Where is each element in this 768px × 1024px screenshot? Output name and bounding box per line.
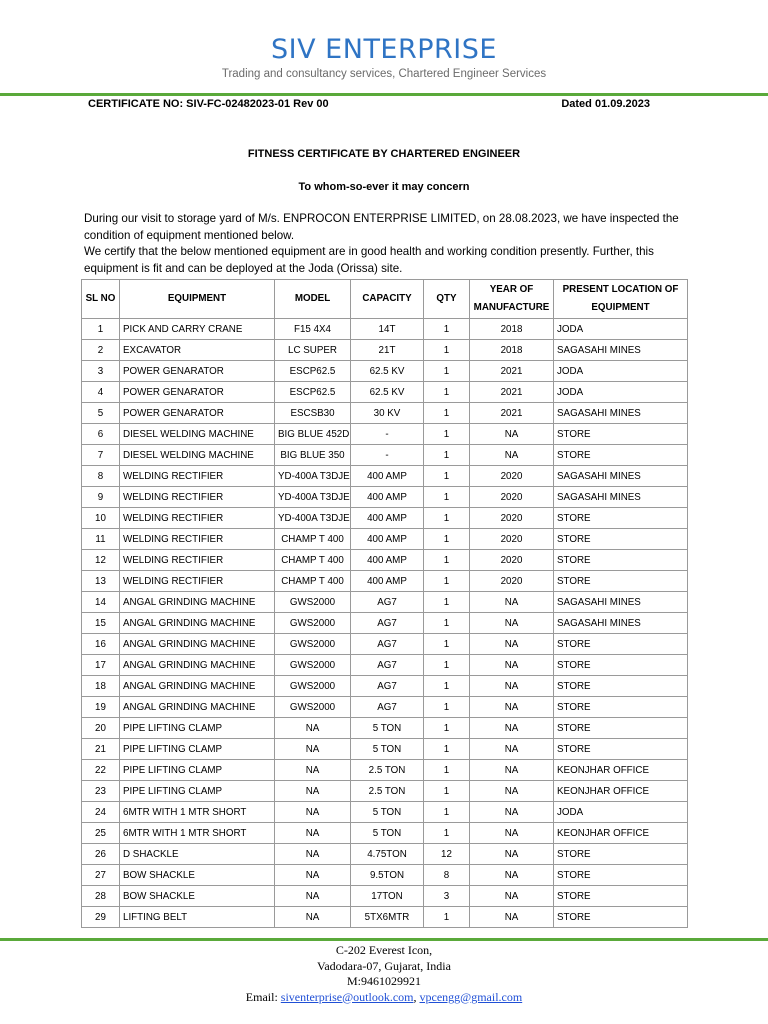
cell-equipment: BOW SHACKLE [120, 886, 275, 907]
cell-sl-no: 24 [82, 802, 120, 823]
cell-capacity: AG7 [351, 613, 424, 634]
cell-qty: 1 [424, 550, 470, 571]
cell-year: NA [470, 844, 554, 865]
company-tagline: Trading and consultancy services, Chartered Engineer Services [221, 68, 547, 80]
cell-year: 2018 [470, 340, 554, 361]
column-header-model: MODEL [275, 280, 351, 319]
table-row [82, 676, 688, 697]
table-row [82, 613, 688, 634]
cell-capacity: 5 TON [351, 739, 424, 760]
cell-equipment: DIESEL WELDING MACHINE [120, 445, 275, 466]
cell-equipment: PIPE LIFTING CLAMP [120, 739, 275, 760]
cell-location: STORE [554, 697, 688, 718]
cell-model: NA [275, 865, 351, 886]
cell-sl-no: 18 [82, 676, 120, 697]
cell-year: 2021 [470, 382, 554, 403]
cell-year: 2020 [470, 550, 554, 571]
cell-year: 2018 [470, 319, 554, 340]
cell-location: STORE [554, 865, 688, 886]
cell-qty: 1 [424, 319, 470, 340]
column-header-sl-no: SL NO [82, 280, 120, 319]
cell-location: STORE [554, 571, 688, 592]
cell-equipment: 6MTR WITH 1 MTR SHORT [120, 802, 275, 823]
cell-year: NA [470, 739, 554, 760]
cell-capacity: 62.5 KV [351, 382, 424, 403]
cell-qty: 1 [424, 781, 470, 802]
cell-equipment: D SHACKLE [120, 844, 275, 865]
cell-year: NA [470, 634, 554, 655]
cell-capacity: 5 TON [351, 823, 424, 844]
cell-model: CHAMP T 400 [275, 529, 351, 550]
cell-model: NA [275, 802, 351, 823]
address-line-1: C-202 Everest Icon, [335, 943, 433, 957]
document-title: FITNESS CERTIFICATE BY CHARTERED ENGINEER [247, 148, 521, 160]
cell-year: NA [470, 592, 554, 613]
cell-sl-no: 12 [82, 550, 120, 571]
cell-qty: 1 [424, 466, 470, 487]
cell-capacity: 400 AMP [351, 487, 424, 508]
column-header-location: PRESENT LOCATION OF EQUIPMENT [554, 280, 688, 319]
cell-location: SAGASAHI MINES [554, 466, 688, 487]
cell-equipment: WELDING RECTIFIER [120, 508, 275, 529]
cell-capacity: AG7 [351, 655, 424, 676]
cell-sl-no: 4 [82, 382, 120, 403]
company-brand: SIV ENTERPRISE [271, 34, 497, 65]
cell-location: STORE [554, 676, 688, 697]
cell-model: GWS2000 [275, 634, 351, 655]
cell-sl-no: 9 [82, 487, 120, 508]
cell-equipment: PIPE LIFTING CLAMP [120, 718, 275, 739]
cell-location: STORE [554, 739, 688, 760]
cell-equipment: PICK AND CARRY CRANE [120, 319, 275, 340]
cell-year: NA [470, 802, 554, 823]
cell-model: F15 4X4 [275, 319, 351, 340]
cell-year: NA [470, 823, 554, 844]
cell-equipment: WELDING RECTIFIER [120, 571, 275, 592]
cell-sl-no: 27 [82, 865, 120, 886]
cell-equipment: ANGAL GRINDING MACHINE [120, 634, 275, 655]
cell-sl-no: 23 [82, 781, 120, 802]
table-row [82, 445, 688, 466]
cell-year: 2021 [470, 361, 554, 382]
cell-equipment: LIFTING BELT [120, 907, 275, 928]
cell-sl-no: 25 [82, 823, 120, 844]
table-row [82, 697, 688, 718]
cell-sl-no: 28 [82, 886, 120, 907]
cell-capacity: 5 TON [351, 718, 424, 739]
cell-location: JODA [554, 319, 688, 340]
cell-location: SAGASAHI MINES [554, 613, 688, 634]
table-row [82, 760, 688, 781]
cell-location: STORE [554, 844, 688, 865]
cell-capacity: 400 AMP [351, 508, 424, 529]
cell-capacity: AG7 [351, 592, 424, 613]
cell-year: NA [470, 424, 554, 445]
cell-year: 2021 [470, 403, 554, 424]
cell-equipment: ANGAL GRINDING MACHINE [120, 613, 275, 634]
table-row [82, 529, 688, 550]
cell-sl-no: 7 [82, 445, 120, 466]
cell-capacity: 62.5 KV [351, 361, 424, 382]
cell-sl-no: 1 [82, 319, 120, 340]
cell-sl-no: 13 [82, 571, 120, 592]
cell-capacity: AG7 [351, 697, 424, 718]
cell-equipment: PIPE LIFTING CLAMP [120, 760, 275, 781]
cell-equipment: WELDING RECTIFIER [120, 529, 275, 550]
cell-equipment: WELDING RECTIFIER [120, 466, 275, 487]
cell-model: YD-400A T3DJE [275, 487, 351, 508]
cell-year: NA [470, 907, 554, 928]
cell-year: NA [470, 886, 554, 907]
table-row [82, 886, 688, 907]
cell-year: NA [470, 760, 554, 781]
footer [0, 943, 768, 1005]
cell-capacity: AG7 [351, 634, 424, 655]
document-subtitle: To whom-so-ever it may concern [298, 181, 470, 193]
cell-location: STORE [554, 718, 688, 739]
cell-qty: 3 [424, 886, 470, 907]
cell-sl-no: 16 [82, 634, 120, 655]
cell-location: STORE [554, 508, 688, 529]
certificate-date: Dated 01.09.2023 [561, 98, 650, 110]
table-row [82, 487, 688, 508]
cell-qty: 1 [424, 424, 470, 445]
cell-capacity: AG7 [351, 676, 424, 697]
cell-location: STORE [554, 550, 688, 571]
cell-equipment: ANGAL GRINDING MACHINE [120, 592, 275, 613]
cell-qty: 1 [424, 361, 470, 382]
cell-qty: 1 [424, 718, 470, 739]
cell-capacity: 9.5TON [351, 865, 424, 886]
cell-location: STORE [554, 634, 688, 655]
cell-equipment: BOW SHACKLE [120, 865, 275, 886]
cell-location: STORE [554, 529, 688, 550]
table-row [82, 424, 688, 445]
cell-equipment: DIESEL WELDING MACHINE [120, 424, 275, 445]
cell-year: 2020 [470, 529, 554, 550]
cell-equipment: POWER GENARATOR [120, 403, 275, 424]
cell-model: ESCP62.5 [275, 361, 351, 382]
table-row [82, 361, 688, 382]
cell-sl-no: 3 [82, 361, 120, 382]
cell-qty: 8 [424, 865, 470, 886]
cell-capacity: 2.5 TON [351, 760, 424, 781]
cell-qty: 1 [424, 382, 470, 403]
cell-location: STORE [554, 886, 688, 907]
cell-sl-no: 20 [82, 718, 120, 739]
table-row [82, 550, 688, 571]
cell-location: JODA [554, 802, 688, 823]
cell-qty: 1 [424, 697, 470, 718]
column-header-equipment: EQUIPMENT [120, 280, 275, 319]
cell-equipment: WELDING RECTIFIER [120, 550, 275, 571]
cell-location: JODA [554, 382, 688, 403]
cell-location: KEONJHAR OFFICE [554, 760, 688, 781]
column-header-qty: QTY [424, 280, 470, 319]
cell-equipment: WELDING RECTIFIER [120, 487, 275, 508]
cell-model: YD-400A T3DJE [275, 508, 351, 529]
cell-capacity: 5 TON [351, 802, 424, 823]
cell-model: BIG BLUE 452D [275, 424, 351, 445]
table-row [82, 907, 688, 928]
cell-sl-no: 22 [82, 760, 120, 781]
table-row [82, 781, 688, 802]
cell-capacity: - [351, 445, 424, 466]
cell-qty: 1 [424, 592, 470, 613]
cell-location: SAGASAHI MINES [554, 403, 688, 424]
cell-capacity: - [351, 424, 424, 445]
cell-qty: 1 [424, 676, 470, 697]
cell-capacity: 2.5 TON [351, 781, 424, 802]
certificate-header-line [88, 98, 650, 110]
cell-sl-no: 14 [82, 592, 120, 613]
cell-capacity: 4.75TON [351, 844, 424, 865]
table-header-row [82, 280, 688, 319]
cell-equipment: ANGAL GRINDING MACHINE [120, 655, 275, 676]
cell-sl-no: 11 [82, 529, 120, 550]
cell-sl-no: 2 [82, 340, 120, 361]
cell-qty: 1 [424, 340, 470, 361]
cell-capacity: 5TX6MTR [351, 907, 424, 928]
cell-sl-no: 10 [82, 508, 120, 529]
table-body [82, 319, 688, 928]
cell-model: NA [275, 739, 351, 760]
cell-year: NA [470, 613, 554, 634]
table-row [82, 655, 688, 676]
cell-model: NA [275, 907, 351, 928]
cell-qty: 1 [424, 508, 470, 529]
cell-qty: 1 [424, 403, 470, 424]
table-row [82, 571, 688, 592]
cell-equipment: POWER GENARATOR [120, 361, 275, 382]
cell-model: NA [275, 886, 351, 907]
cell-year: 2020 [470, 487, 554, 508]
cell-qty: 12 [424, 844, 470, 865]
cell-model: NA [275, 760, 351, 781]
email-line [0, 990, 768, 1006]
column-header-year: YEAR OF MANUFACTURE [470, 280, 554, 319]
header-divider [0, 93, 768, 96]
certification-paragraph: We certify that the below mentioned equipment are in good health and working condition presently. Further, this equipment is fit and can be deployed at the Joda (Orissa) site. [84, 245, 654, 275]
cell-equipment: PIPE LIFTING CLAMP [120, 781, 275, 802]
cell-sl-no: 21 [82, 739, 120, 760]
table-row [82, 466, 688, 487]
cell-location: KEONJHAR OFFICE [554, 781, 688, 802]
cell-year: NA [470, 697, 554, 718]
email-separator: , [413, 989, 420, 1004]
cell-year: NA [470, 676, 554, 697]
cell-year: 2020 [470, 466, 554, 487]
cell-capacity: 400 AMP [351, 466, 424, 487]
cell-qty: 1 [424, 634, 470, 655]
cell-location: SAGASAHI MINES [554, 592, 688, 613]
table-row [82, 403, 688, 424]
table-row [82, 823, 688, 844]
cell-qty: 1 [424, 445, 470, 466]
cell-qty: 1 [424, 529, 470, 550]
table-row [82, 508, 688, 529]
inspection-paragraph: During our visit to storage yard of M/s. ENPROCON ENTERPRISE LIMITED, on 28.08.2023, we have inspected the condition of equipment mentioned below. [84, 212, 679, 242]
cell-equipment: ANGAL GRINDING MACHINE [120, 697, 275, 718]
cell-location: STORE [554, 655, 688, 676]
cell-model: GWS2000 [275, 592, 351, 613]
table-row [82, 718, 688, 739]
cell-model: GWS2000 [275, 613, 351, 634]
cell-sl-no: 29 [82, 907, 120, 928]
cell-sl-no: 5 [82, 403, 120, 424]
cell-equipment: ANGAL GRINDING MACHINE [120, 676, 275, 697]
cell-location: JODA [554, 361, 688, 382]
table-row [82, 634, 688, 655]
certificate-number: CERTIFICATE NO: SIV-FC-02482023-01 Rev 00 [88, 98, 329, 110]
cell-capacity: 400 AMP [351, 529, 424, 550]
column-header-capacity: CAPACITY [351, 280, 424, 319]
cell-sl-no: 15 [82, 613, 120, 634]
cell-model: NA [275, 823, 351, 844]
cell-location: STORE [554, 907, 688, 928]
cell-location: SAGASAHI MINES [554, 487, 688, 508]
cell-location: SAGASAHI MINES [554, 340, 688, 361]
table-row [82, 802, 688, 823]
cell-model: GWS2000 [275, 697, 351, 718]
cell-model: BIG BLUE 350 [275, 445, 351, 466]
cell-qty: 1 [424, 802, 470, 823]
table-row [82, 844, 688, 865]
cell-qty: 1 [424, 613, 470, 634]
mobile-number: M:9461029921 [346, 974, 421, 988]
cell-capacity: 400 AMP [351, 550, 424, 571]
cell-location: KEONJHAR OFFICE [554, 823, 688, 844]
cell-qty: 1 [424, 760, 470, 781]
cell-sl-no: 6 [82, 424, 120, 445]
cell-model: NA [275, 781, 351, 802]
cell-model: YD-400A T3DJE [275, 466, 351, 487]
cell-year: NA [470, 445, 554, 466]
cell-sl-no: 19 [82, 697, 120, 718]
cell-model: ESCP62.5 [275, 382, 351, 403]
cell-equipment: POWER GENARATOR [120, 382, 275, 403]
cell-qty: 1 [424, 907, 470, 928]
cell-model: GWS2000 [275, 655, 351, 676]
footer-divider [0, 938, 768, 941]
cell-model: GWS2000 [275, 676, 351, 697]
cell-model: ESCSB30 [275, 403, 351, 424]
email-link-2[interactable]: vpcengg@gmail.com [419, 989, 523, 1004]
table-row [82, 319, 688, 340]
email-link-1[interactable]: siventerprise@outlook.com [280, 989, 414, 1004]
cell-capacity: 17TON [351, 886, 424, 907]
table-row [82, 592, 688, 613]
cell-model: NA [275, 844, 351, 865]
email-label: Email: [245, 989, 278, 1004]
cell-equipment: EXCAVATOR [120, 340, 275, 361]
cell-year: 2020 [470, 508, 554, 529]
cell-sl-no: 8 [82, 466, 120, 487]
table-row [82, 865, 688, 886]
table-row [82, 340, 688, 361]
cell-model: NA [275, 718, 351, 739]
table-row [82, 739, 688, 760]
cell-model: CHAMP T 400 [275, 550, 351, 571]
address-line-2: Vadodara-07, Gujarat, India [317, 958, 451, 973]
cell-year: 2020 [470, 571, 554, 592]
cell-model: LC SUPER [275, 340, 351, 361]
cell-year: NA [470, 718, 554, 739]
cell-model: CHAMP T 400 [275, 571, 351, 592]
cell-capacity: 400 AMP [351, 571, 424, 592]
cell-sl-no: 17 [82, 655, 120, 676]
cell-year: NA [470, 655, 554, 676]
cell-location: STORE [554, 424, 688, 445]
cell-capacity: 14T [351, 319, 424, 340]
cell-qty: 1 [424, 823, 470, 844]
cell-qty: 1 [424, 739, 470, 760]
cell-sl-no: 26 [82, 844, 120, 865]
cell-qty: 1 [424, 571, 470, 592]
cell-equipment: 6MTR WITH 1 MTR SHORT [120, 823, 275, 844]
cell-qty: 1 [424, 655, 470, 676]
cell-capacity: 21T [351, 340, 424, 361]
equipment-table [81, 279, 688, 928]
table-row [82, 382, 688, 403]
cell-location: STORE [554, 445, 688, 466]
cell-capacity: 30 KV [351, 403, 424, 424]
cell-year: NA [470, 781, 554, 802]
cell-qty: 1 [424, 487, 470, 508]
cell-year: NA [470, 865, 554, 886]
